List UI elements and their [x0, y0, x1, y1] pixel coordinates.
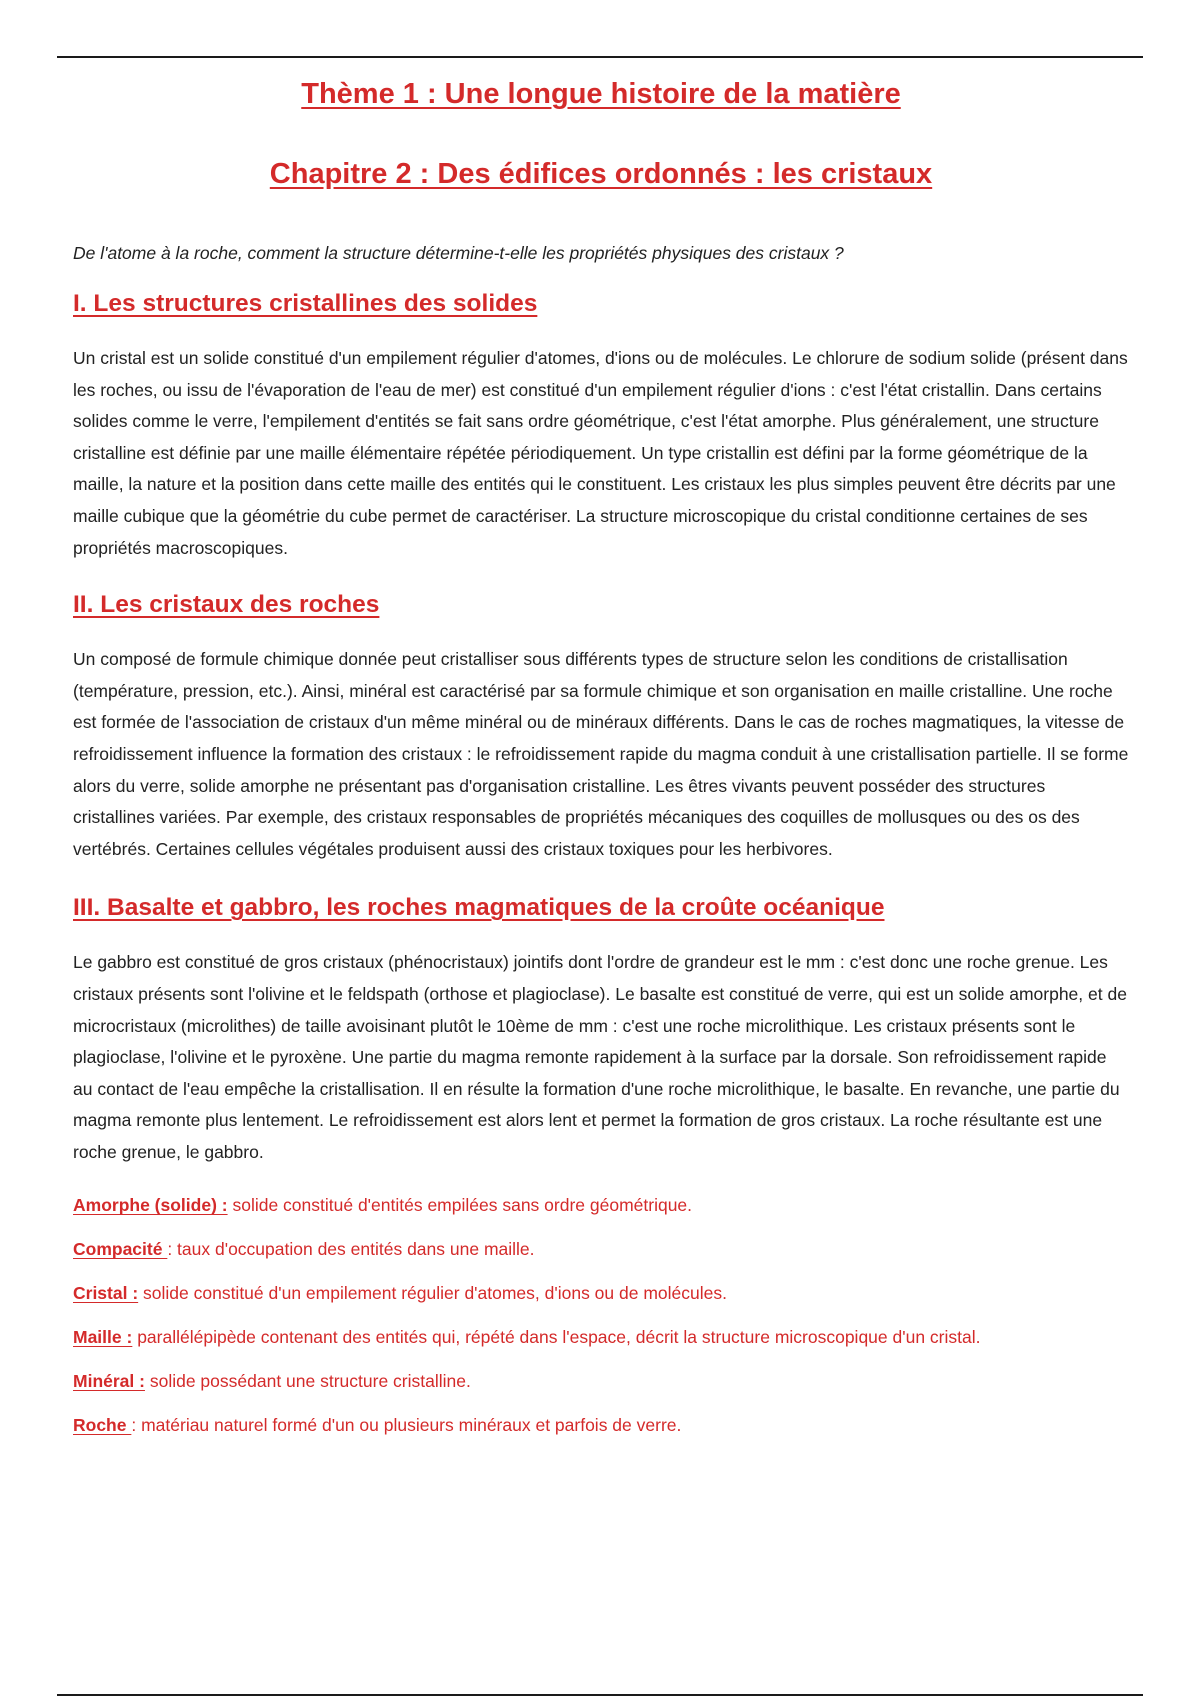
glossary-definition: parallélépipède contenant des entités qui, répété dans l'espace, décrit la structure microscopique d'un cristal. — [132, 1327, 981, 1348]
section-text-1: Un cristal est un solide constitué d'un empilement régulier d'atomes, d'ions ou de molécules. Le chlorure de sodium solide (présent dans les roches, ou issu de l'évaporation de l'eau de mer) est constitué d'un empilement régulier d'ions : c'est l'état cristallin. Dans certains solides comme le verre, l'empilement d'entités se fait sans ordre géométrique, c'est l'état amorphe. Plus généralement, une structure cristalline est définie par une maille élémentaire répétée périodiquement. Un type cristallin est défini par la forme géométrique de la maille, la nature et la position dans cette maille des entités qui le constituent. Les cristaux les plus simples peuvent être décrits par une maille cubique que la géométrie du cube permet de caractériser. La structure microscopique du cristal conditionne certaines de ses propriétés macroscopiques. — [73, 348, 1128, 558]
glossary-item — [73, 1190, 1129, 1220]
glossary-item — [73, 1322, 1129, 1352]
top-rule — [57, 56, 1143, 58]
glossary-item — [73, 1278, 1129, 1308]
glossary-definition: solide constitué d'un empilement régulier d'atomes, d'ions ou de molécules. — [138, 1283, 727, 1304]
theme-title: Thème 1 : Une longue histoire de la matière — [301, 78, 901, 110]
glossary-definition: solide constitué d'entités empilées sans ordre géométrique. — [227, 1195, 693, 1216]
glossary-term: Maille : — [73, 1327, 133, 1348]
glossary-item — [73, 1234, 1129, 1264]
chapter-title: Chapitre 2 : Des édifices ordonnés : les cristaux — [269, 158, 933, 190]
glossary-term: Minéral : — [73, 1371, 145, 1392]
glossary-term: Roche — [73, 1415, 132, 1436]
glossary — [73, 1190, 1129, 1440]
glossary-term: Amorphe (solide) : — [73, 1195, 228, 1216]
section-text-2: Un composé de formule chimique donnée peut cristalliser sous différents types de structure selon les conditions de cristallisation (température, pression, etc.). Ainsi, minéral est caractérisé par sa formule chimique et son organisation en maille cristalline. Une roche est formée de l'association de cristaux d'un même minéral ou de minéraux différents. Dans le cas de roches magmatiques, la vitesse de refroidissement influence la formation des cristaux : le refroidissement rapide du magma conduit à une cristallisation partielle. Il se forme alors du verre, solide amorphe ne présentant pas d'organisation cristalline. Les êtres vivants peuvent posséder des structures cristallines variées. Par exemple, des cristaux responsables de propriétés mécaniques des coquilles de mollusques ou des os des vertébrés. Certaines cellules végétales produisent aussi des cristaux toxiques pour les herbivores. — [73, 649, 1129, 859]
section-text-3: Le gabbro est constitué de gros cristaux (phénocristaux) jointifs dont l'ordre de grandeur est le mm : c'est donc une roche grenue. Les cristaux présents sont l'olivine et le feldspath (orthose et plagioclase). Le basalte est constitué de verre, qui est un solide amorphe, et de microcristaux (microlithes) de taille avoisinant plutôt le 10ème de mm : c'est une roche microlithique. Les cristaux présents sont le plagioclase, l'olivine et le pyroxène. Une partie du magma remonte rapidement à la surface par la dorsale. Son refroidissement rapide au contact de l'eau empêche la cristallisation. Il en résulte la formation d'une roche microlithique, le basalte. En revanche, une partie du magma remonte plus lentement. Le refroidissement est alors lent et permet la formation de gros cristaux. La roche résultante est une roche grenue, le gabbro. — [73, 952, 1127, 1162]
guiding-question: De l'atome à la roche, comment la structure détermine-t-elle les propriétés physiques des cristaux ? — [73, 243, 844, 263]
section-heading-2: II. Les cristaux des roches — [73, 591, 380, 619]
document-page — [73, 76, 1129, 1454]
glossary-definition: solide possédant une structure cristalline. — [144, 1371, 471, 1392]
glossary-term: Cristal : — [73, 1283, 139, 1304]
glossary-item — [73, 1366, 1129, 1396]
glossary-item — [73, 1410, 1129, 1440]
glossary-definition: : taux d'occupation des entités dans une maille. — [167, 1239, 535, 1260]
section-heading-3: III. Basalte et gabbro, les roches magmatiques de la croûte océanique — [73, 894, 885, 922]
glossary-definition: : matériau naturel formé d'un ou plusieurs minéraux et parfois de verre. — [131, 1415, 682, 1436]
section-heading-1: I. Les structures cristallines des solides — [73, 290, 538, 317]
glossary-term: Compacité — [73, 1239, 168, 1260]
bottom-rule — [57, 1694, 1143, 1696]
